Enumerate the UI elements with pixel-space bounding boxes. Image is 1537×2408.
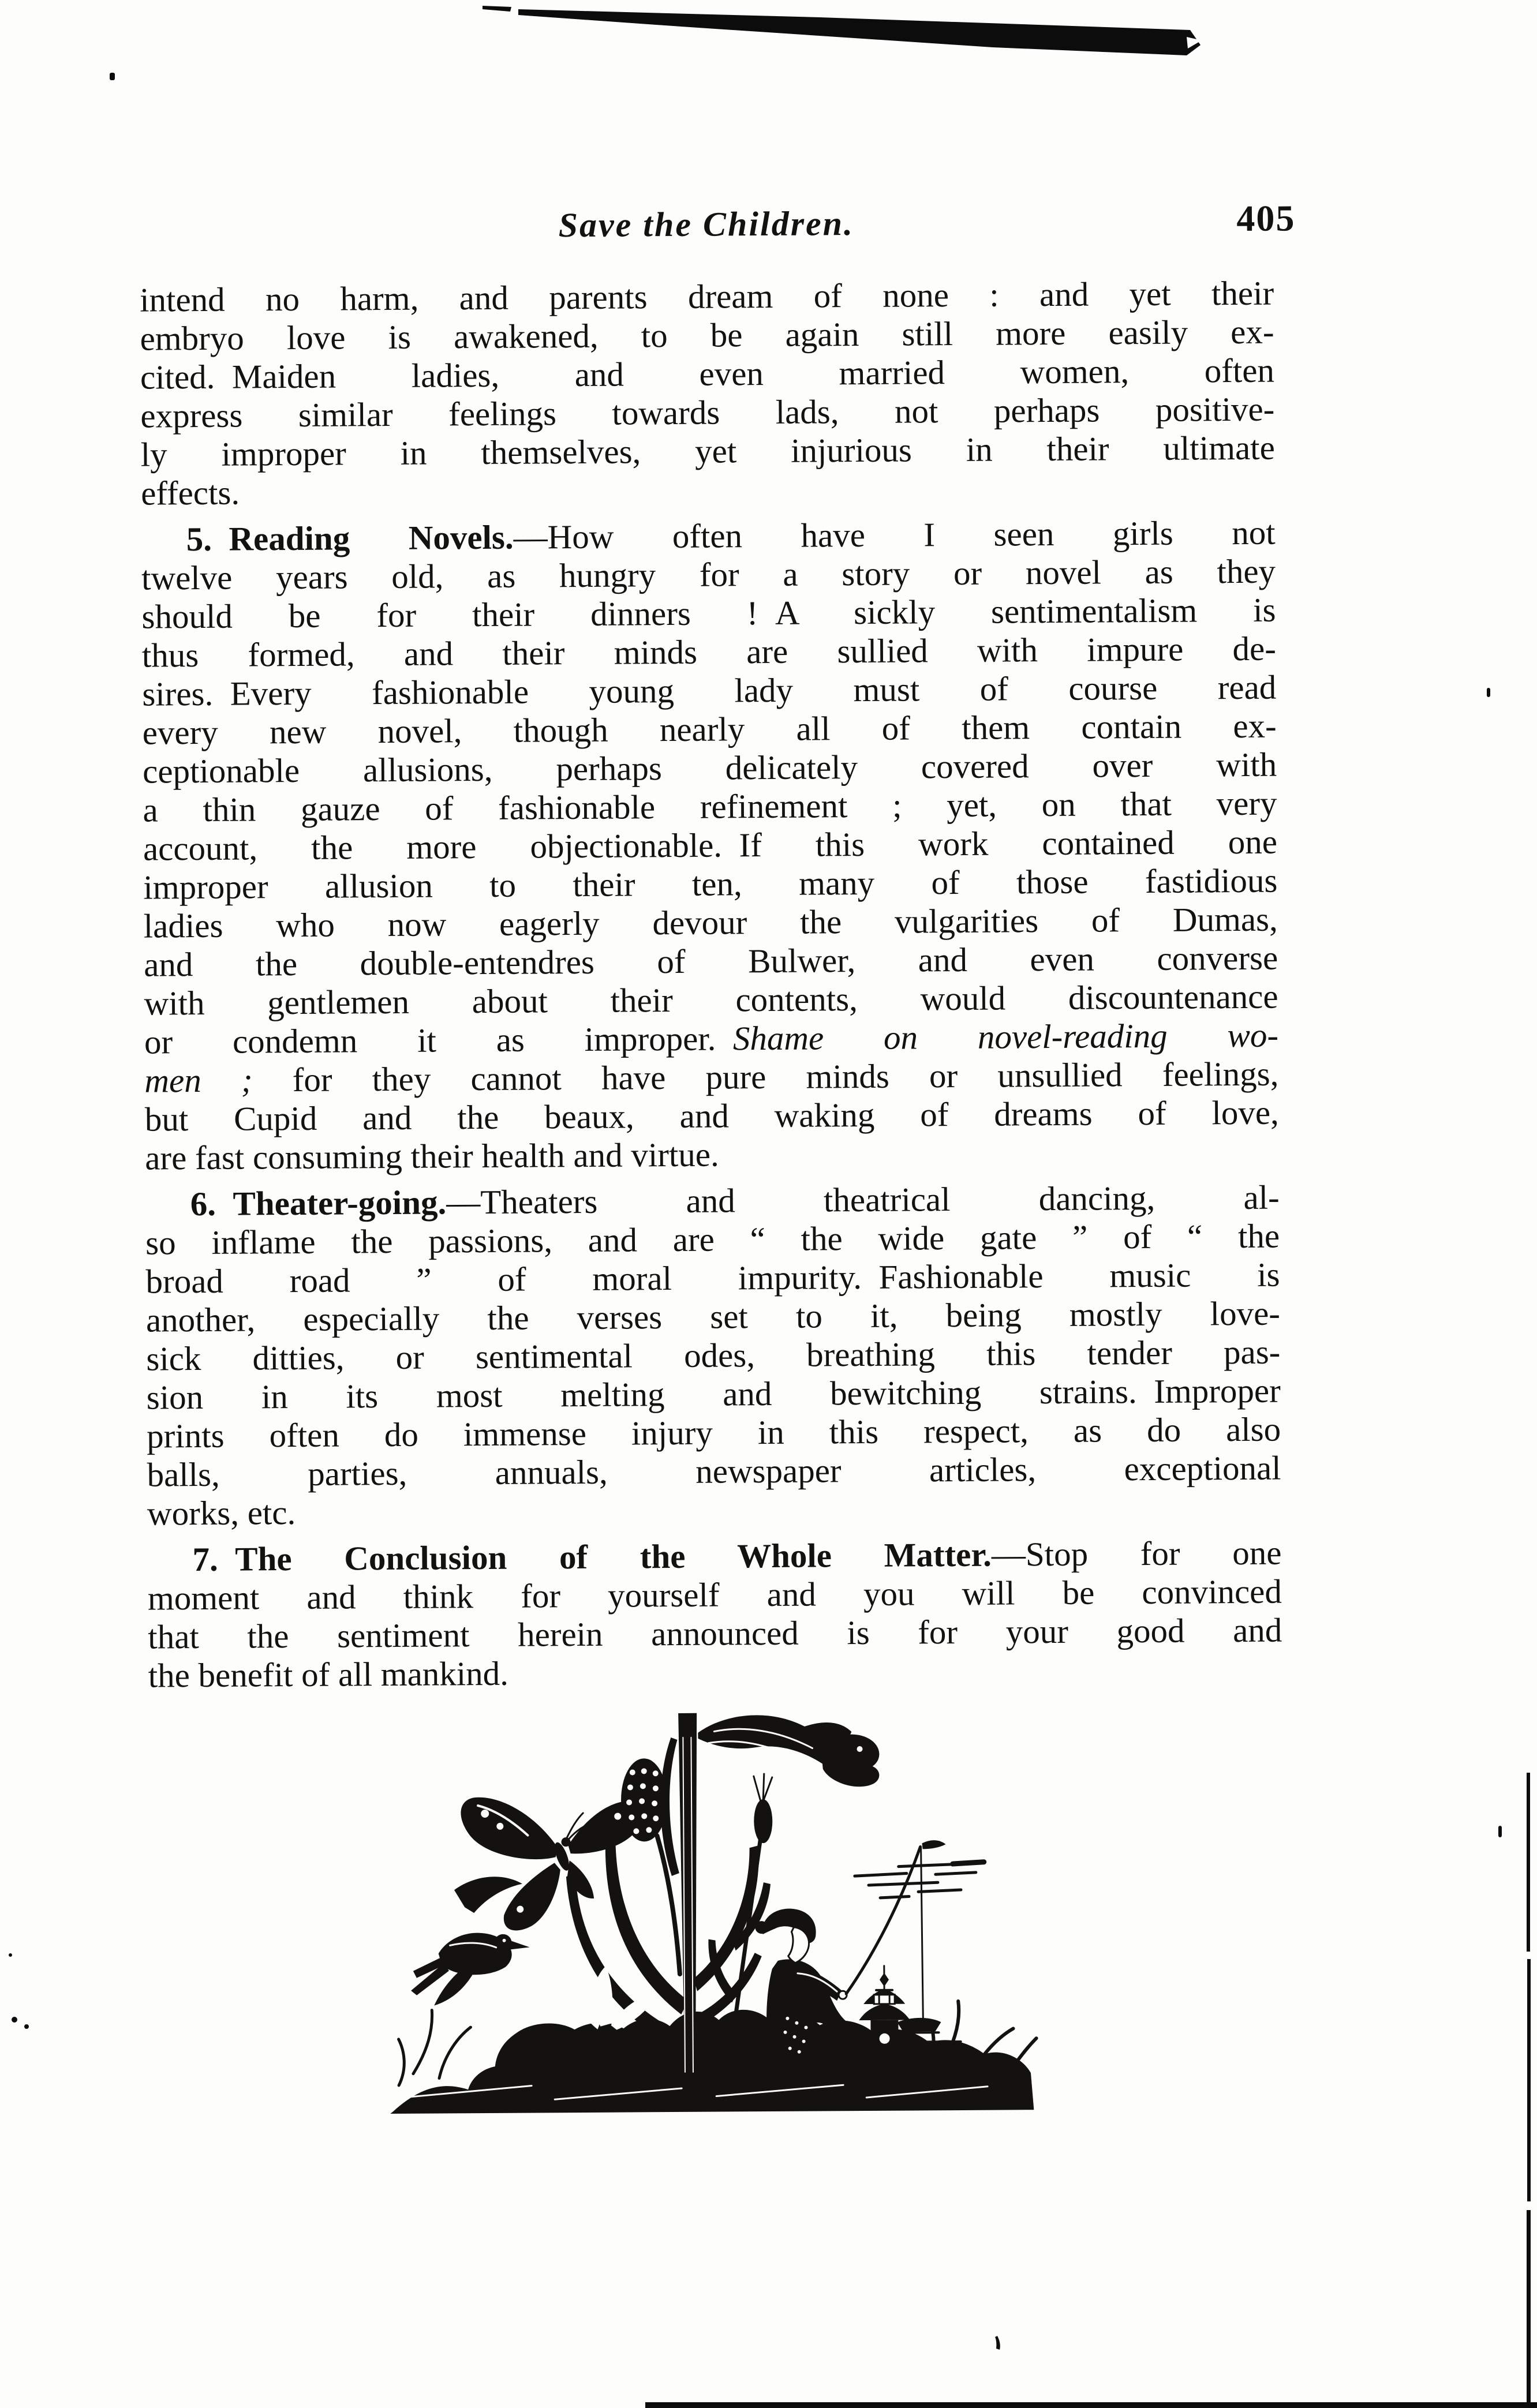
text-segment: moment and think for yourself and you will be convinced (147, 1572, 1282, 1617)
text-segment: should be for their dinners ! A sickly sentimentalism is (141, 590, 1276, 636)
text-segment: every new novel, though nearly all of them contain ex- (142, 706, 1277, 752)
text-segment: effects. (141, 473, 240, 512)
text-line (143, 862, 1277, 907)
text-line (144, 939, 1278, 984)
text-line (141, 591, 1276, 636)
text-line (143, 746, 1277, 791)
text-segment: embryo love is awakened, to be again still more easily ex- (140, 312, 1274, 358)
text-line (148, 1611, 1282, 1657)
paragraph (141, 514, 1279, 1178)
text-line (141, 429, 1275, 474)
section-heading: 5. Reading Novels. (186, 518, 514, 559)
text-line (144, 1055, 1278, 1100)
running-title: Save the Children. (558, 204, 855, 245)
text-line (147, 1534, 1281, 1579)
text-line (146, 1333, 1280, 1379)
body-text (140, 274, 1282, 1695)
text-line (145, 1217, 1280, 1263)
paragraph (145, 1178, 1282, 1533)
text-segment: ly improper in themselves, yet injurious in their ultimate (140, 428, 1275, 474)
text-segment: —Stop for one (991, 1533, 1282, 1574)
paragraph (140, 274, 1275, 513)
text-segment: —Theaters and theatrical dancing, al- (446, 1178, 1280, 1222)
text-segment: for they cannot have pure minds or unsullied feelings, (252, 1054, 1279, 1099)
section-heading: 7. The Conclusion of the Whole Matter. (192, 1535, 992, 1579)
text-segment: so inflame the passions, and are “ the wide gate ” of “ the (145, 1216, 1280, 1262)
text-line (147, 1449, 1281, 1495)
text-segment: but Cupid and the beaux, and waking of dreams of love, (144, 1093, 1279, 1139)
text-line (141, 514, 1275, 559)
page-number: 405 (1236, 197, 1296, 239)
text-segment: express similar feelings towards lads, not perhaps positive- (140, 390, 1275, 435)
text-line (147, 1372, 1281, 1417)
text-segment: that the sentiment herein announced is for your good and (148, 1611, 1282, 1656)
text-line (140, 274, 1274, 320)
text-segment: balls, parties, annuals, newspaper articles, exceptional (147, 1448, 1281, 1494)
text-segment: thus formed, and their minds are sullied with impure de- (141, 629, 1277, 675)
text-line (144, 978, 1278, 1023)
text-line (144, 1016, 1278, 1062)
text-segment: cited. Maiden ladies, and even married women, often (140, 351, 1275, 396)
text-segment: sion in its most melting and bewitching strains. Improper (146, 1371, 1281, 1417)
text-line (146, 1294, 1280, 1340)
text-line (148, 1572, 1282, 1618)
text-segment: intend no harm, and parents dream of none : and yet their (139, 274, 1274, 319)
text-segment: ladies who now eagerly devour the vulgarities of Dumas, (143, 900, 1278, 945)
text-line (140, 351, 1274, 397)
text-segment: the benefit of all mankind. (148, 1654, 509, 1695)
text-segment: and the double-entendres of Bulwer, and even converse (143, 938, 1278, 984)
text-line (143, 784, 1277, 830)
text-segment: sires. Every fashionable young lady must of course read (142, 668, 1277, 713)
text-line (148, 1650, 1282, 1695)
text-line (142, 668, 1276, 714)
text-line (145, 1256, 1280, 1301)
text-segment: twelve years old, as hungry for a story or novel as they (141, 552, 1276, 597)
paragraph (147, 1534, 1282, 1695)
text-line (143, 823, 1277, 868)
text-line (140, 390, 1274, 436)
text-line (142, 630, 1276, 675)
text-segment: account, the more objectionable. If this work contained one (143, 822, 1278, 868)
text-line (145, 1093, 1279, 1139)
text-line (141, 552, 1276, 598)
text-line (140, 313, 1274, 358)
text-segment: ceptionable allusions, perhaps delicately covered over with (142, 745, 1277, 791)
text-segment: men ; (144, 1061, 253, 1100)
text-line (144, 900, 1278, 946)
text-segment: with gentlemen about their contents, would discountenance (144, 977, 1278, 1023)
text-segment: —How often have I seen girls not (513, 513, 1276, 556)
section-heading: 6. Theater-going. (190, 1183, 447, 1223)
text-segment: or condemn it as improper. (144, 1019, 734, 1061)
text-segment: sick ditties, or sentimental odes, breathing this tender pas- (146, 1332, 1281, 1378)
text-line (147, 1488, 1281, 1533)
text-line (141, 467, 1275, 513)
tailpiece-illustration (356, 1701, 1051, 2114)
text-segment: a thin gauze of fashionable refinement ; yet, on that very (143, 784, 1277, 829)
text-line (145, 1178, 1280, 1224)
text-segment: another, especially the verses set to it, being mostly love- (145, 1294, 1281, 1339)
text-segment: Shame on novel-reading wo- (732, 1016, 1279, 1058)
text-line (147, 1410, 1281, 1456)
text-segment: works, etc. (147, 1493, 296, 1533)
text-segment: prints often do immense injury in this respect, as do also (146, 1410, 1281, 1455)
page-header (139, 197, 1296, 252)
text-segment: are fast consuming their health and virtue. (145, 1135, 719, 1177)
text-segment: improper allusion to their ten, many of those fastidious (143, 861, 1278, 907)
text-line (143, 707, 1277, 752)
text-line (145, 1132, 1279, 1178)
text-segment: broad road ” of moral impurity. Fashionable music is (145, 1255, 1280, 1301)
